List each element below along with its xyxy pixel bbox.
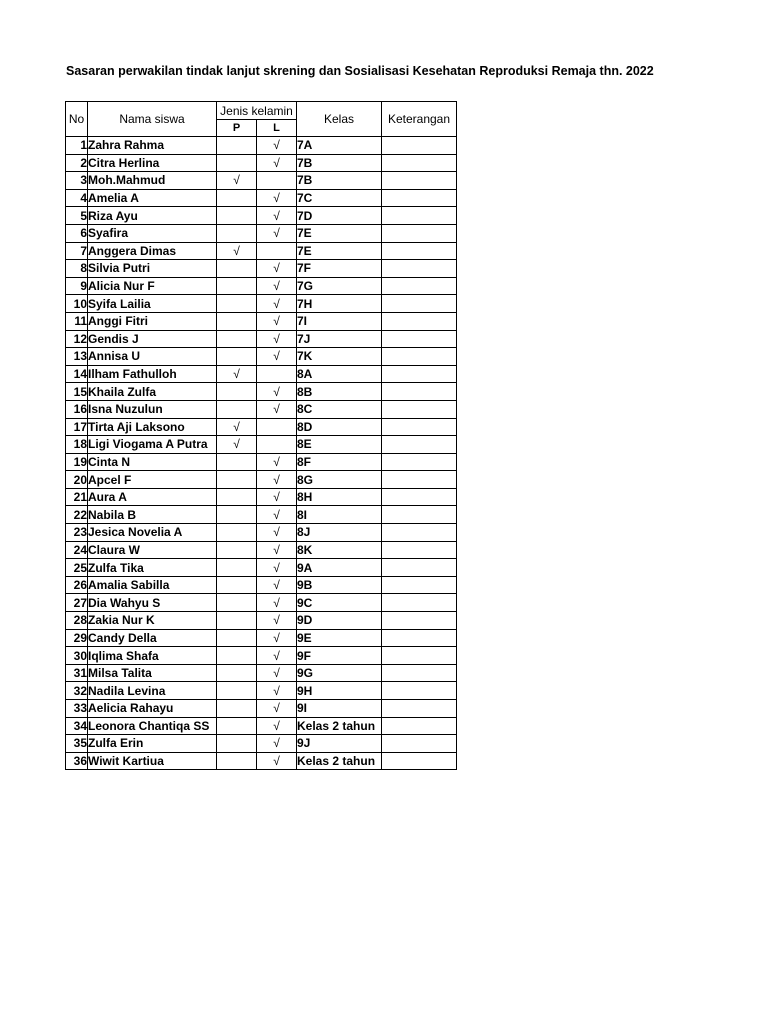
row-number: 11 [66, 312, 88, 330]
table-row [66, 207, 457, 225]
student-name: Riza Ayu [88, 207, 217, 225]
class-cell: 7C [297, 189, 382, 207]
class-cell: 8G [297, 471, 382, 489]
row-number: 16 [66, 400, 88, 418]
gender-l-cell: √ [257, 541, 297, 559]
class-cell: 8I [297, 506, 382, 524]
student-name: Annisa U [88, 348, 217, 366]
student-name: Nabila B [88, 506, 217, 524]
table-row [66, 471, 457, 489]
table-row [66, 576, 457, 594]
class-cell: 9I [297, 700, 382, 718]
class-cell: 9F [297, 647, 382, 665]
student-name: Zulfa Erin [88, 735, 217, 753]
table-row [66, 664, 457, 682]
gender-p-cell [217, 664, 257, 682]
keterangan-cell [382, 647, 457, 665]
table-row [66, 612, 457, 630]
student-name: Aelicia Rahayu [88, 700, 217, 718]
student-name: Citra Herlina [88, 154, 217, 172]
gender-p-cell [217, 612, 257, 630]
keterangan-cell [382, 277, 457, 295]
row-number: 7 [66, 242, 88, 260]
student-name: Iqlima Shafa [88, 647, 217, 665]
gender-p-cell [217, 717, 257, 735]
row-number: 9 [66, 277, 88, 295]
student-name: Gendis J [88, 330, 217, 348]
student-name: Anggi Fitri [88, 312, 217, 330]
class-cell: 7I [297, 312, 382, 330]
keterangan-cell [382, 576, 457, 594]
table-row [66, 524, 457, 542]
table-row [66, 700, 457, 718]
table-row [66, 453, 457, 471]
class-cell: 8J [297, 524, 382, 542]
gender-l-cell: √ [257, 348, 297, 366]
student-name: Tirta Aji Laksono [88, 418, 217, 436]
student-name: Leonora Chantiqa SS [88, 717, 217, 735]
row-number: 27 [66, 594, 88, 612]
class-cell: 8H [297, 488, 382, 506]
student-name: Syafira [88, 224, 217, 242]
table-row [66, 383, 457, 401]
table-row [66, 172, 457, 190]
gender-p-cell [217, 506, 257, 524]
keterangan-cell [382, 682, 457, 700]
student-name: Isna Nuzulun [88, 400, 217, 418]
gender-l-cell: √ [257, 383, 297, 401]
keterangan-cell [382, 400, 457, 418]
student-name: Wiwit Kartiua [88, 752, 217, 770]
gender-p-cell [217, 154, 257, 172]
row-number: 2 [66, 154, 88, 172]
student-name: Dia Wahyu S [88, 594, 217, 612]
gender-p-cell [217, 383, 257, 401]
class-cell: 9G [297, 664, 382, 682]
table-row [66, 400, 457, 418]
table-row [66, 488, 457, 506]
student-name: Cinta N [88, 453, 217, 471]
header-l: L [257, 120, 297, 137]
keterangan-cell [382, 172, 457, 190]
keterangan-cell [382, 559, 457, 577]
header-kelas: Kelas [297, 102, 382, 137]
gender-p-cell [217, 295, 257, 313]
gender-p-cell [217, 735, 257, 753]
gender-l-cell: √ [257, 594, 297, 612]
row-number: 21 [66, 488, 88, 506]
row-number: 36 [66, 752, 88, 770]
table-row [66, 418, 457, 436]
gender-l-cell: √ [257, 524, 297, 542]
table-row [66, 295, 457, 313]
row-number: 20 [66, 471, 88, 489]
gender-l-cell: √ [257, 576, 297, 594]
class-cell: 7E [297, 242, 382, 260]
class-cell: 7K [297, 348, 382, 366]
class-cell: 9D [297, 612, 382, 630]
table-row [66, 559, 457, 577]
table-row [66, 365, 457, 383]
class-cell: 7B [297, 172, 382, 190]
keterangan-cell [382, 383, 457, 401]
class-cell: 9E [297, 629, 382, 647]
table-row [66, 277, 457, 295]
student-name: Alicia Nur F [88, 277, 217, 295]
gender-p-cell [217, 647, 257, 665]
class-cell: 8D [297, 418, 382, 436]
keterangan-cell [382, 629, 457, 647]
student-name: Moh.Mahmud [88, 172, 217, 190]
row-number: 32 [66, 682, 88, 700]
class-cell: 9B [297, 576, 382, 594]
keterangan-cell [382, 260, 457, 278]
header-gender: Jenis kelamin [217, 102, 297, 120]
keterangan-cell [382, 137, 457, 155]
keterangan-cell [382, 295, 457, 313]
row-number: 8 [66, 260, 88, 278]
keterangan-cell [382, 348, 457, 366]
keterangan-cell [382, 735, 457, 753]
student-name: Claura W [88, 541, 217, 559]
class-cell: Kelas 2 tahun [297, 717, 382, 735]
keterangan-cell [382, 418, 457, 436]
student-name: Zahra Rahma [88, 137, 217, 155]
student-name: Candy Della [88, 629, 217, 647]
keterangan-cell [382, 524, 457, 542]
row-number: 35 [66, 735, 88, 753]
keterangan-cell [382, 453, 457, 471]
gender-l-cell: √ [257, 664, 297, 682]
row-number: 14 [66, 365, 88, 383]
header-name: Nama siswa [88, 102, 217, 137]
gender-p-cell [217, 348, 257, 366]
table-row [66, 594, 457, 612]
gender-l-cell: √ [257, 682, 297, 700]
class-cell: 8K [297, 541, 382, 559]
gender-l-cell [257, 418, 297, 436]
page-title: Sasaran perwakilan tindak lanjut skrening dan Sosialisasi Kesehatan Reproduksi Remaja thn. 2022 [66, 64, 654, 78]
gender-p-cell [217, 682, 257, 700]
student-name: Silvia Putri [88, 260, 217, 278]
table-row [66, 752, 457, 770]
class-cell: Kelas 2 tahun [297, 752, 382, 770]
student-name: Zulfa Tika [88, 559, 217, 577]
row-number: 15 [66, 383, 88, 401]
gender-p-cell [217, 224, 257, 242]
gender-l-cell: √ [257, 207, 297, 225]
table-row [66, 260, 457, 278]
row-number: 3 [66, 172, 88, 190]
keterangan-cell [382, 436, 457, 454]
gender-p-cell [217, 576, 257, 594]
keterangan-cell [382, 541, 457, 559]
class-cell: 7J [297, 330, 382, 348]
gender-p-cell [217, 137, 257, 155]
gender-p-cell [217, 400, 257, 418]
gender-l-cell: √ [257, 330, 297, 348]
student-name: Syifa Lailia [88, 295, 217, 313]
student-name: Ligi Viogama A Putra [88, 436, 217, 454]
student-name: Milsa Talita [88, 664, 217, 682]
row-number: 29 [66, 629, 88, 647]
gender-l-cell: √ [257, 154, 297, 172]
gender-l-cell: √ [257, 506, 297, 524]
gender-l-cell: √ [257, 488, 297, 506]
table-row [66, 137, 457, 155]
keterangan-cell [382, 189, 457, 207]
gender-p-cell [217, 260, 257, 278]
gender-l-cell: √ [257, 277, 297, 295]
row-number: 19 [66, 453, 88, 471]
keterangan-cell [382, 330, 457, 348]
gender-l-cell: √ [257, 260, 297, 278]
keterangan-cell [382, 207, 457, 225]
class-cell: 9A [297, 559, 382, 577]
gender-l-cell: √ [257, 400, 297, 418]
gender-l-cell: √ [257, 735, 297, 753]
row-number: 31 [66, 664, 88, 682]
row-number: 4 [66, 189, 88, 207]
gender-p-cell [217, 594, 257, 612]
gender-l-cell: √ [257, 295, 297, 313]
table-row [66, 682, 457, 700]
gender-p-cell [217, 207, 257, 225]
row-number: 12 [66, 330, 88, 348]
student-name: Aura A [88, 488, 217, 506]
class-cell: 8E [297, 436, 382, 454]
class-cell: 8C [297, 400, 382, 418]
gender-p-cell [217, 700, 257, 718]
class-cell: 8B [297, 383, 382, 401]
student-name: Anggera Dimas [88, 242, 217, 260]
gender-p-cell [217, 524, 257, 542]
table-row [66, 629, 457, 647]
table-row [66, 224, 457, 242]
keterangan-cell [382, 488, 457, 506]
gender-p-cell: √ [217, 436, 257, 454]
gender-p-cell [217, 541, 257, 559]
row-number: 5 [66, 207, 88, 225]
gender-l-cell: √ [257, 471, 297, 489]
student-name: Amalia Sabilla [88, 576, 217, 594]
table-row [66, 436, 457, 454]
gender-l-cell: √ [257, 629, 297, 647]
keterangan-cell [382, 700, 457, 718]
table-row [66, 189, 457, 207]
class-cell: 7E [297, 224, 382, 242]
gender-p-cell [217, 330, 257, 348]
gender-p-cell: √ [217, 172, 257, 190]
gender-l-cell: √ [257, 612, 297, 630]
gender-l-cell: √ [257, 752, 297, 770]
student-name: Apcel F [88, 471, 217, 489]
gender-l-cell: √ [257, 137, 297, 155]
header-keterangan: Keterangan [382, 102, 457, 137]
class-cell: 7B [297, 154, 382, 172]
table-row [66, 348, 457, 366]
keterangan-cell [382, 752, 457, 770]
row-number: 34 [66, 717, 88, 735]
table-row [66, 735, 457, 753]
header-no: No [66, 102, 88, 137]
row-number: 30 [66, 647, 88, 665]
table-row [66, 312, 457, 330]
gender-p-cell [217, 559, 257, 577]
class-cell: 7D [297, 207, 382, 225]
class-cell: 9J [297, 735, 382, 753]
table-row [66, 154, 457, 172]
row-number: 22 [66, 506, 88, 524]
keterangan-cell [382, 471, 457, 489]
row-number: 1 [66, 137, 88, 155]
gender-l-cell: √ [257, 312, 297, 330]
gender-l-cell: √ [257, 717, 297, 735]
row-number: 24 [66, 541, 88, 559]
row-number: 13 [66, 348, 88, 366]
gender-l-cell [257, 436, 297, 454]
keterangan-cell [382, 594, 457, 612]
keterangan-cell [382, 365, 457, 383]
table-body [66, 137, 457, 770]
row-number: 26 [66, 576, 88, 594]
keterangan-cell [382, 664, 457, 682]
header-p: P [217, 120, 257, 137]
gender-p-cell: √ [217, 365, 257, 383]
gender-p-cell: √ [217, 418, 257, 436]
keterangan-cell [382, 312, 457, 330]
gender-l-cell: √ [257, 453, 297, 471]
gender-p-cell: √ [217, 242, 257, 260]
keterangan-cell [382, 612, 457, 630]
gender-l-cell [257, 242, 297, 260]
student-table [65, 101, 457, 770]
gender-p-cell [217, 629, 257, 647]
student-name: Khaila Zulfa [88, 383, 217, 401]
gender-l-cell [257, 365, 297, 383]
gender-p-cell [217, 277, 257, 295]
class-cell: 8A [297, 365, 382, 383]
keterangan-cell [382, 154, 457, 172]
class-cell: 7G [297, 277, 382, 295]
class-cell: 7H [297, 295, 382, 313]
gender-p-cell [217, 752, 257, 770]
table-row [66, 647, 457, 665]
student-name: Jesica Novelia A [88, 524, 217, 542]
student-name: Nadila Levina [88, 682, 217, 700]
row-number: 6 [66, 224, 88, 242]
row-number: 33 [66, 700, 88, 718]
table-row [66, 330, 457, 348]
table-row [66, 506, 457, 524]
class-cell: 7A [297, 137, 382, 155]
gender-l-cell: √ [257, 559, 297, 577]
gender-p-cell [217, 471, 257, 489]
student-name: Zakia Nur K [88, 612, 217, 630]
keterangan-cell [382, 717, 457, 735]
row-number: 25 [66, 559, 88, 577]
gender-p-cell [217, 488, 257, 506]
row-number: 17 [66, 418, 88, 436]
keterangan-cell [382, 242, 457, 260]
student-name: Ilham Fathulloh [88, 365, 217, 383]
class-cell: 7F [297, 260, 382, 278]
gender-l-cell: √ [257, 647, 297, 665]
gender-p-cell [217, 453, 257, 471]
row-number: 23 [66, 524, 88, 542]
class-cell: 8F [297, 453, 382, 471]
gender-p-cell [217, 189, 257, 207]
row-number: 28 [66, 612, 88, 630]
gender-l-cell: √ [257, 700, 297, 718]
row-number: 10 [66, 295, 88, 313]
gender-l-cell: √ [257, 189, 297, 207]
class-cell: 9H [297, 682, 382, 700]
gender-p-cell [217, 312, 257, 330]
keterangan-cell [382, 506, 457, 524]
student-name: Amelia A [88, 189, 217, 207]
row-number: 18 [66, 436, 88, 454]
keterangan-cell [382, 224, 457, 242]
table-row [66, 717, 457, 735]
gender-l-cell [257, 172, 297, 190]
gender-l-cell: √ [257, 224, 297, 242]
table-row [66, 242, 457, 260]
class-cell: 9C [297, 594, 382, 612]
table-row [66, 541, 457, 559]
